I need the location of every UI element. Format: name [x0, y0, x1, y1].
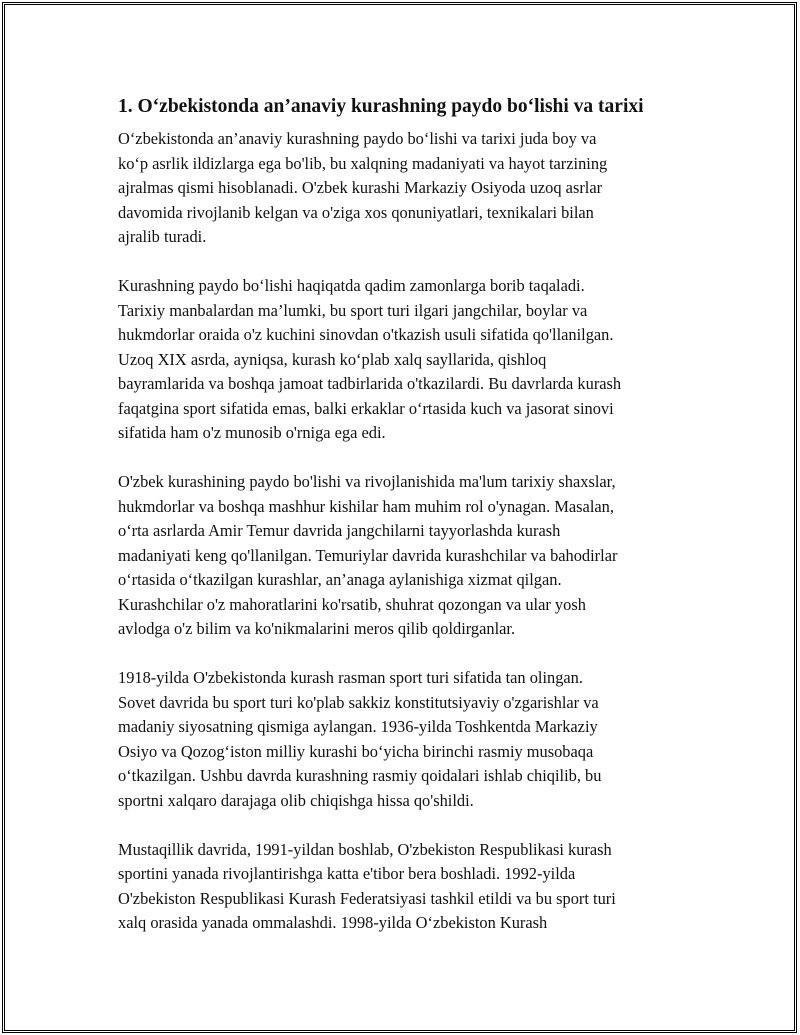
paragraph-1: O‘zbekistonda an’anaviy kurashning paydo bo‘lishi va tarixi juda boy va ko‘p asrlik ildizlarga ega bo'lib, bu xalqning madaniyati va hayot tarzining ajralmas qismi hisoblanadi. O'zbek kurashi Markaziy Osiyoda uzoq asrlar davomida rivojlanib kelgan va o'ziga xos qonuniyatlari, texnikalari bilan ajralib turadi. — [118, 129, 608, 246]
document-body — [118, 94, 698, 960]
paragraph-2: Kurashning paydo bo‘lishi haqiqatda qadim zamonlarga borib taqaladi. Tarixiy manbalardan ma’lumki, bu sport turi ilgari jangchilar, boylar va hukmdorlar oraida o'z kuchini sinovdan o'tkazish usuli sifatida qo'llanilgan. Uzoq XIX asrda, ayniqsa, kurash ko‘plab xalq sayllarida, qishloq bayramlarida va boshqa jamoat tadbirlarida o'tkazilardi. Bu davrlarda kurash faqatgina sport sifatida emas, balki erkaklar o‘rtasida kuch va jasorat sinovi sifatida ham o'z munosib o'rniga ega edi. — [118, 276, 622, 442]
paragraph-5: Mustaqillik davrida, 1991-yildan boshlab, O'zbekiston Respublikasi kurash sportini yanada rivojlantirishga katta e'tibor bera boshladi. 1992-yilda O'zbekiston Respublikasi Kurash Federatsiyasi tashkil etildi va bu sport turi xalq orasida yanada ommalashdi. 1998-yilda O‘zbekiston Kurash — [118, 839, 616, 932]
section-heading: 1. O‘zbekistonda an’anaviy kurashning paydo bo‘lishi va tarixi — [118, 96, 644, 117]
paragraph-4: 1918-yilda O'zbekistonda kurash rasman sport turi sifatida tan olingan. Sovet davrida bu sport turi ko'plab sakkiz konstitutsiyaviy o'zgarishlar va madaniy siyosatning qismiga aylangan. 1936-yilda Toshkentda Markaziy Osiyo va Qozog‘iston milliy kurashi bo‘yicha birinchi rasmiy musobaqa o‘tkazilgan. Ushbu davrda kurashning rasmiy qoidalari ishlab chiqilib, bu sportni xalqaro darajaga olib chiqishga hissa qo'shildi. — [118, 668, 602, 810]
paragraph-3: O'zbek kurashining paydo bo'lishi va rivojlanishida ma'lum tarixiy shaxslar, hukmdorlar va boshqa mashhur kishilar ham muhim rol o'ynagan. Masalan, o‘rta asrlarda Amir Temur davrida jangchilarni tayyorlashda kurash madaniyati keng qo'llanilgan. Temuriylar davrida kurashchilar va bahodirlar o‘rtasida o‘tkazilgan kurashlar, an’anaga aylanishiga xizmat qilgan. Kurashchilar o'z mahoratlarini ko'rsatib, shuhrat qozongan va ular yosh avlodga o'z bilim va ko'nikmalarini meros qilib qoldirganlar. — [118, 472, 618, 638]
